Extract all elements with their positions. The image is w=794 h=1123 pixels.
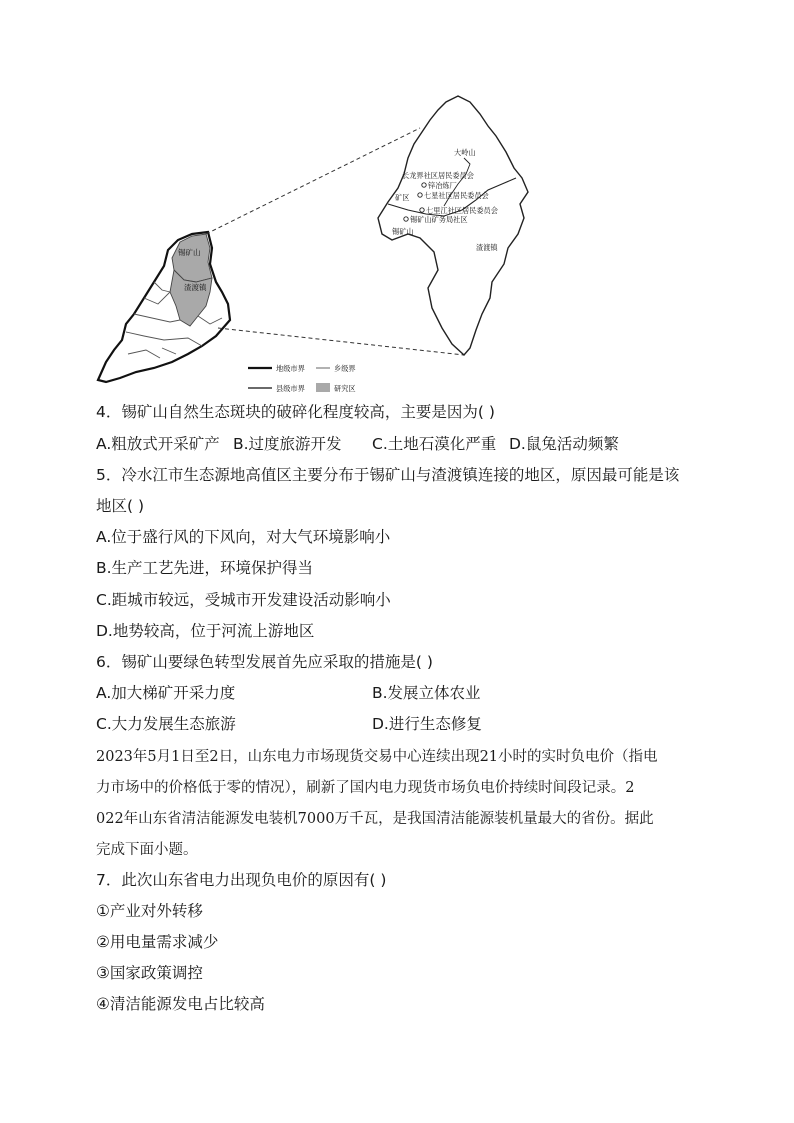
- q5-stem-line1: 5．冷水江市生态源地高值区主要分布于锡矿山与渣渡镇连接的地区，原因最可能是该: [96, 466, 680, 484]
- study-area-map: [92, 92, 542, 397]
- q4-option-c: C.土地石漠化严重: [372, 435, 497, 453]
- zoomed-map: [378, 96, 528, 355]
- township-line: [154, 282, 170, 292]
- county-outline: [98, 232, 230, 382]
- q7-option-2: ②用电量需求减少: [96, 933, 219, 951]
- label-qilijiang: 七里江社区居民委员会: [426, 206, 498, 215]
- q5-stem-line2: 地区( ): [96, 497, 145, 515]
- township-line: [134, 314, 180, 322]
- zoom-connector: [218, 328, 464, 355]
- q5-option-d: D.地势较高，位于河流上游地区: [96, 622, 315, 640]
- map-legend: [248, 364, 356, 393]
- legend-township-label: 乡级界: [334, 364, 356, 373]
- passage: [96, 742, 706, 866]
- q7-option-3: ③国家政策调控: [96, 964, 203, 982]
- label-dalingshan: 大岭山: [454, 148, 476, 157]
- legend-study-label: 研究区: [334, 384, 356, 393]
- q5-option-c: C.距城市较远，受城市开发建设活动影响小: [96, 591, 391, 609]
- label-changlongjie: 长龙界社区居民委员会: [402, 171, 474, 180]
- q6-option-a: A.加大梯矿开采力度: [96, 684, 236, 702]
- overview-map: [98, 232, 230, 382]
- point-qilijiang: [420, 208, 424, 212]
- point-kuangwuju: [404, 217, 408, 221]
- zoomed-outline: [378, 96, 528, 355]
- q7-option-1: ①产业对外转移: [96, 902, 203, 920]
- passage-line4: 完成下面小题。: [96, 842, 198, 858]
- label-kuangwuju: 锡矿山矿务局社区: [410, 215, 468, 224]
- q4-option-b: B.过度旅游开发: [233, 435, 342, 453]
- passage-line2: 力市场中的价格低于零的情况），刷新了国内电力现货市场负电价持续时间段记录。2: [96, 780, 635, 796]
- point-qixing: [418, 193, 422, 197]
- township-line: [126, 332, 202, 346]
- passage-line3: 022年山东省清洁能源发电装机7000万千瓦，是我国清洁能源装机量最大的省份。据此: [96, 811, 654, 827]
- label-zhadu-zoom: 渣渡镇: [476, 243, 498, 252]
- legend-county-label: 县级市界: [276, 384, 305, 393]
- label-xikuangshan-small: 锡矿山: [178, 248, 201, 257]
- label-qixing: 七星社区居民委员会: [424, 191, 489, 200]
- township-line: [198, 316, 222, 324]
- zoom-connector: [206, 128, 420, 234]
- q6-option-c: C.大力发展生态旅游: [96, 715, 236, 733]
- q7-option-4: ④清洁能源发电占比较高: [96, 995, 265, 1013]
- q6-option-d: D.进行生态修复: [372, 715, 482, 733]
- point-tieyelian: [422, 183, 426, 187]
- township-line: [162, 348, 176, 354]
- label-zhadu-small: 渣渡镇: [184, 283, 207, 292]
- q5-option-b: B.生产工艺先进，环境保护得当: [96, 559, 314, 577]
- q6-stem: 6．锡矿山要绿色转型发展首先应采取的措施是( ): [96, 653, 433, 671]
- township-line: [128, 350, 160, 358]
- q7-stem: 7．此次山东省电力出现负电价的原因有( ): [96, 871, 387, 889]
- passage-line1: 2023年5月1日至2日，山东电力市场现货交易中心连续出现21小时的实时负电价（指电: [96, 749, 658, 765]
- q5-option-a: A.位于盛行风的下风向，对大气环境影响小: [96, 528, 391, 546]
- q4-option-a: A.粗放式开采矿产: [96, 435, 220, 453]
- q4-stem: 4．锡矿山自然生态斑块的破碎化程度较高，主要是因为( ): [96, 403, 495, 421]
- label-xikuangshan-zoom: 锡矿山: [392, 227, 414, 236]
- legend-prefecture-label: 地级市界: [276, 364, 305, 373]
- label-kuangqu: 矿区: [395, 193, 410, 202]
- label-tieyelian: 锌冶炼厂: [428, 181, 457, 190]
- q4-option-d: D.鼠兔活动频繁: [509, 435, 619, 453]
- q6-option-b: B.发展立体农业: [372, 684, 481, 702]
- legend-study-symbol: [316, 383, 330, 392]
